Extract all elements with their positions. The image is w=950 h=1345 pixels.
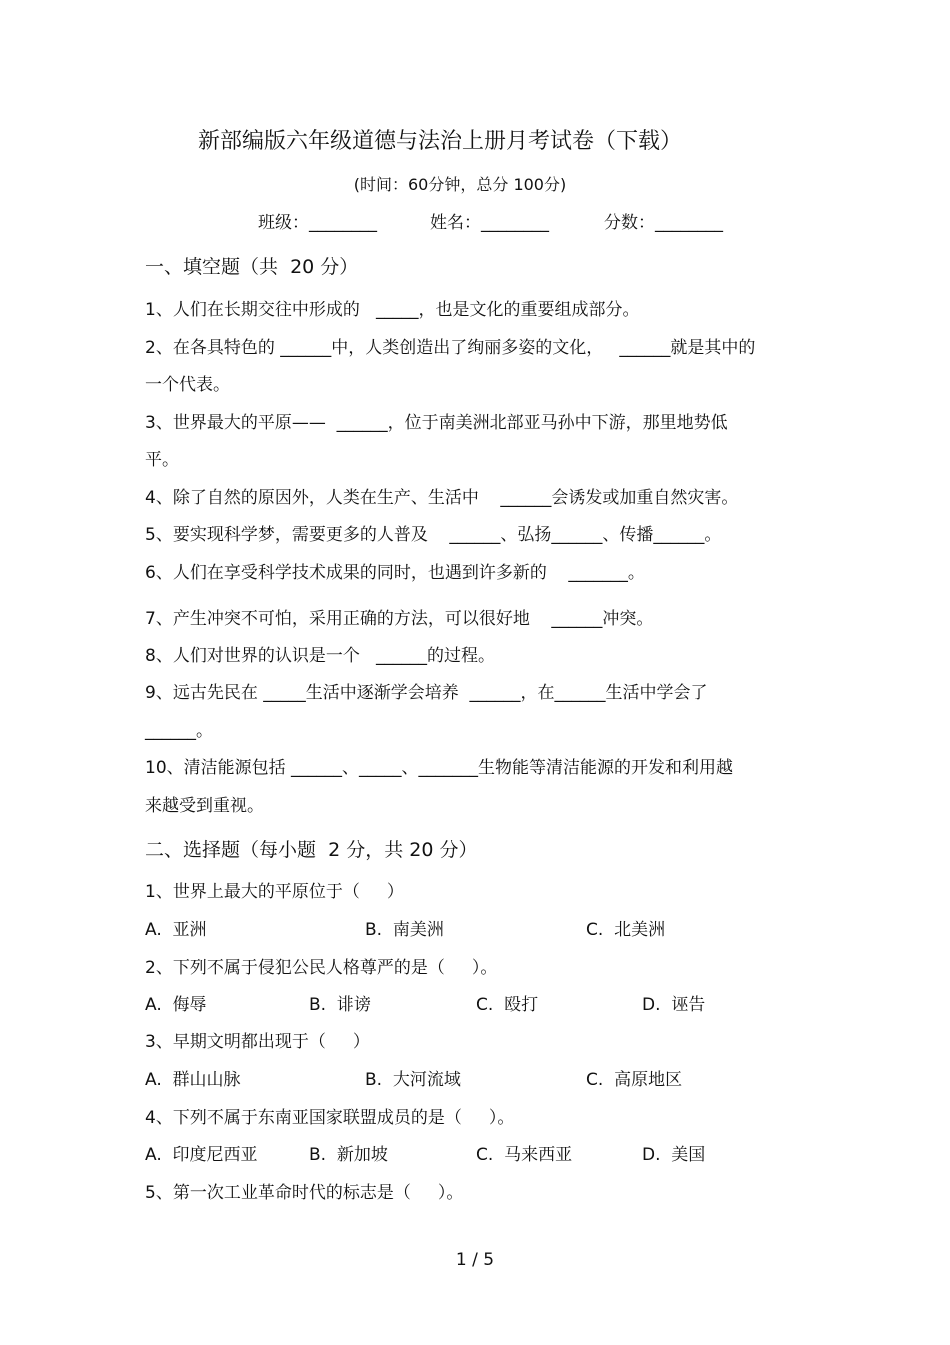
question-3-option-a: A. 群山山脉 <box>145 1070 241 1090</box>
name-field: 姓名：________ <box>430 213 549 233</box>
fill-line-4: 3、世界最大的平原—— ______，位于南美洲北部亚马孙中下游，那里地势低 <box>145 413 728 433</box>
page-number: 1 / 5 <box>455 1250 495 1270</box>
question-2-stem: 2、下列不属于侵犯公民人格尊严的是（ ）。 <box>145 958 498 978</box>
question-2-option-a: A. 侮辱 <box>145 995 207 1015</box>
score-field: 分数：________ <box>604 213 723 233</box>
fill-line-1: 1、人们在长期交往中形成的 _____，也是文化的重要组成部分。 <box>145 300 640 320</box>
fill-line-6: 4、除了自然的原因外，人类在生产、生活中 ______会诱发或加重自然灾害。 <box>145 488 739 508</box>
fill-line-13: 10、清洁能源包括 ______、_____、_______生物能等清洁能源的开发和利用越 <box>145 758 734 778</box>
fill-line-9: 7、产生冲突不可怕，采用正确的方法，可以很好地 ______冲突。 <box>145 609 654 629</box>
question-4-option-b: B. 新加坡 <box>309 1145 388 1165</box>
section-1-heading: 一、填空题（共 20 分） <box>145 256 359 278</box>
question-2-option-c: C. 殴打 <box>476 995 539 1015</box>
exam-subtitle: (时间：60分钟，总分 100分) <box>353 175 567 194</box>
section-2-heading: 二、选择题（每小题 2 分，共 20 分） <box>145 839 478 861</box>
class-field: 班级：________ <box>258 213 377 233</box>
exam-title: 新部编版六年级道德与法治上册月考试卷（下载） <box>197 129 682 154</box>
fill-line-12: ______。 <box>145 721 213 741</box>
question-4-option-a: A. 印度尼西亚 <box>145 1145 258 1165</box>
question-1-option-b: B. 南美洲 <box>365 920 444 940</box>
question-4-option-c: C. 马来西亚 <box>476 1145 573 1165</box>
question-1-option-c: C. 北美洲 <box>586 920 666 940</box>
fill-line-5: 平。 <box>145 450 179 470</box>
question-1-option-a: A. 亚洲 <box>145 920 207 940</box>
question-4-stem: 4、下列不属于东南亚国家联盟成员的是（ ）。 <box>145 1108 515 1128</box>
question-3-option-c: C. 高原地区 <box>586 1070 683 1090</box>
fill-line-10: 8、人们对世界的认识是一个 ______的过程。 <box>145 646 496 666</box>
fill-line-11: 9、远古先民在 _____生活中逐渐学会培养 ______，在______生活中学会了 <box>145 683 708 703</box>
question-2-option-d: D. 诬告 <box>642 995 706 1015</box>
question-4-option-d: D. 美国 <box>642 1145 706 1165</box>
fill-line-8: 6、人们在享受科学技术成果的同时，也遇到许多新的 _______。 <box>145 563 645 583</box>
fill-line-7: 5、要实现科学梦，需要更多的人普及 ______、弘扬______、传播______。 <box>145 525 722 545</box>
question-3-option-b: B. 大河流域 <box>365 1070 461 1090</box>
question-1-stem: 1、世界上最大的平原位于（ ） <box>145 882 404 902</box>
question-3-stem: 3、早期文明都出现于（ ） <box>145 1032 370 1052</box>
fill-line-2: 2、在各具特色的 ______中，人类创造出了绚丽多姿的文化， ______就是其中的 <box>145 338 756 358</box>
question-5-stem: 5、第一次工业革命时代的标志是（ ）。 <box>145 1183 464 1203</box>
fill-line-3: 一个代表。 <box>145 375 230 395</box>
question-2-option-b: B. 诽谤 <box>309 995 371 1015</box>
fill-line-14: 来越受到重视。 <box>145 796 264 816</box>
